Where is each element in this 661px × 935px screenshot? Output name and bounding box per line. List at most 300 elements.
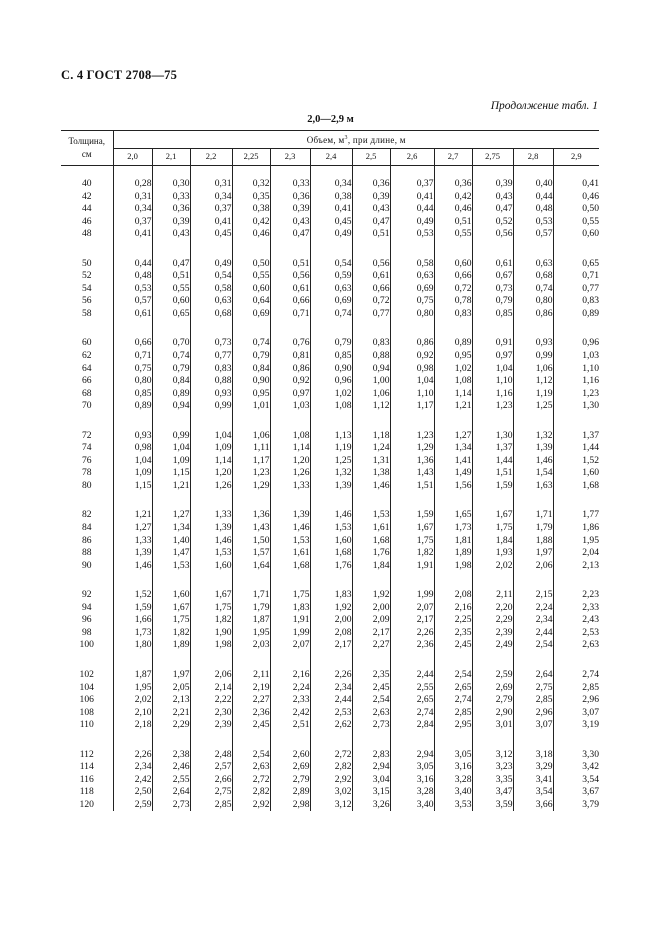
volume-cell: 0,33 (152, 191, 190, 204)
volume-cell: 1,53 (270, 535, 310, 548)
volume-cell: 2,98 (270, 799, 310, 812)
volume-cell: 1,99 (390, 589, 434, 602)
volume-cell: 1,12 (513, 375, 553, 388)
volume-cell: 0,61 (113, 308, 152, 321)
volume-cell: 2,82 (232, 786, 270, 799)
volume-cell: 1,17 (390, 400, 434, 413)
volume-cell: 1,76 (310, 560, 352, 573)
volume-cell: 0,36 (434, 166, 472, 191)
volume-cell: 3,40 (390, 799, 434, 812)
thickness-cell: 62 (61, 350, 113, 363)
spacer-cell (352, 320, 390, 337)
volume-cell: 0,44 (113, 258, 152, 271)
volume-cell: 1,18 (352, 430, 390, 443)
volume-cell: 0,36 (352, 166, 390, 191)
spacer-cell (310, 413, 352, 430)
volume-cell: 1,09 (190, 442, 232, 455)
volume-cell: 0,88 (352, 350, 390, 363)
volume-cell: 1,91 (390, 560, 434, 573)
volume-cell: 0,63 (513, 258, 553, 271)
volume-cell: 1,34 (152, 522, 190, 535)
volume-cell: 2,54 (352, 694, 390, 707)
volume-cell: 2,06 (513, 560, 553, 573)
spacer-cell (113, 572, 152, 589)
thickness-cell: 112 (61, 749, 113, 762)
volume-cell: 0,89 (152, 388, 190, 401)
volume-cell: 0,34 (310, 166, 352, 191)
volume-cell: 2,27 (352, 639, 390, 652)
volume-cell: 0,74 (232, 337, 270, 350)
volume-cell: 0,31 (190, 166, 232, 191)
volume-cell: 3,01 (472, 719, 513, 732)
spacer-cell (553, 492, 599, 509)
volume-cell: 0,73 (190, 337, 232, 350)
thickness-cell: 70 (61, 400, 113, 413)
volume-cell: 1,39 (310, 480, 352, 493)
volume-cell: 1,89 (152, 639, 190, 652)
spacer-cell (152, 572, 190, 589)
group-spacer (61, 732, 599, 749)
table-row (61, 191, 599, 204)
thickness-header-line2: см (81, 149, 92, 159)
volume-cell: 0,93 (113, 430, 152, 443)
volume-cell: 2,60 (270, 749, 310, 762)
volume-cell: 1,23 (232, 467, 270, 480)
volume-cell: 2,75 (190, 786, 232, 799)
volume-cell: 2,10 (113, 707, 152, 720)
volume-cell: 0,45 (310, 216, 352, 229)
length-header: 2,6 (390, 148, 434, 166)
thickness-cell: 78 (61, 467, 113, 480)
volume-cell: 0,34 (190, 191, 232, 204)
volume-cell: 3,05 (390, 761, 434, 774)
volume-cell: 0,50 (582, 203, 600, 215)
table-row (61, 799, 599, 812)
volume-cell: 0,39 (352, 191, 390, 204)
volume-cell: 0,74 (152, 350, 190, 363)
volume-cell: 0,51 (352, 228, 390, 241)
spacer-cell (152, 652, 190, 669)
volume-cell: 0,96 (582, 337, 600, 349)
spacer-cell (472, 492, 513, 509)
spacer-cell (553, 732, 599, 749)
table-row (61, 602, 599, 615)
volume-cell: 0,97 (472, 350, 513, 363)
volume-cell: 1,04 (390, 375, 434, 388)
volume-cell: 0,85 (472, 308, 513, 321)
volume-cell: 2,29 (152, 719, 190, 732)
spacer-cell (232, 652, 270, 669)
thickness-cell: 92 (61, 589, 113, 602)
volume-cell: 2,65 (390, 694, 434, 707)
volume-cell: 3,07 (582, 706, 600, 718)
volume-cell: 2,24 (513, 602, 553, 615)
volume-cell: 1,51 (472, 467, 513, 480)
volume-cell: 0,90 (310, 363, 352, 376)
spacer-cell (152, 732, 190, 749)
table-row (61, 442, 599, 455)
volume-cell: 0,35 (232, 191, 270, 204)
volume-cell: 1,08 (310, 400, 352, 413)
table-row (61, 350, 599, 363)
table-row (61, 308, 599, 321)
volume-cell: 1,33 (270, 480, 310, 493)
volume-cell: 0,83 (352, 337, 390, 350)
volume-cell: 1,19 (310, 442, 352, 455)
volume-cell: 2,59 (113, 799, 152, 812)
volume-cell: 0,52 (472, 216, 513, 229)
volume-cell: 2,16 (270, 669, 310, 682)
spacer-cell (472, 572, 513, 589)
volume-cell: 1,29 (390, 442, 434, 455)
thickness-cell: 72 (61, 430, 113, 443)
length-header: 2,3 (270, 148, 310, 166)
volume-cell: 0,60 (582, 228, 600, 240)
volume-cell: 0,54 (310, 258, 352, 271)
volume-cell: 3,54 (513, 786, 553, 799)
volume-cell: 2,53 (582, 626, 600, 638)
volume-cell: 1,06 (352, 388, 390, 401)
group-spacer (61, 572, 599, 589)
volume-cell: 2,38 (152, 749, 190, 762)
volume-cell: 3,18 (513, 749, 553, 762)
volume-cell: 3,40 (434, 786, 472, 799)
volume-cell: 1,95 (232, 627, 270, 640)
volume-cell: 0,40 (513, 166, 553, 191)
volume-cell: 1,86 (582, 522, 600, 534)
volume-cell: 1,30 (472, 430, 513, 443)
volume-cell: 1,61 (352, 522, 390, 535)
volume-cell: 3,59 (472, 799, 513, 812)
volume-cell: 2,59 (472, 669, 513, 682)
volume-cell: 0,66 (270, 295, 310, 308)
spacer-cell (513, 241, 553, 258)
volume-cell: 0,71 (270, 308, 310, 321)
spacer-cell (472, 241, 513, 258)
spacer-cell (232, 413, 270, 430)
volume-cell: 2,84 (390, 719, 434, 732)
volume-cell: 1,68 (582, 479, 600, 491)
volume-cell: 1,06 (232, 430, 270, 443)
spacer-cell (61, 320, 113, 337)
volume-cell: 2,45 (232, 719, 270, 732)
volume-cell: 0,64 (232, 295, 270, 308)
table-row (61, 614, 599, 627)
spacer-cell (513, 652, 553, 669)
volume-cell: 1,16 (582, 375, 600, 387)
group-spacer (61, 241, 599, 258)
volume-cell: 2,74 (582, 668, 600, 680)
volume-cell: 2,26 (390, 627, 434, 640)
thickness-header-line1: Толщина, (68, 136, 105, 146)
table-row (61, 375, 599, 388)
volume-cell: 1,23 (472, 400, 513, 413)
volume-cell: 1,54 (513, 467, 553, 480)
volume-cell: 0,50 (232, 258, 270, 271)
volume-cell: 0,45 (190, 228, 232, 241)
volume-cell: 2,20 (472, 602, 513, 615)
volume-cell: 2,19 (232, 682, 270, 695)
volume-cell: 0,79 (310, 337, 352, 350)
volume-cell: 0,74 (513, 283, 553, 296)
volume-cell: 0,39 (270, 203, 310, 216)
volume-cell: 1,13 (310, 430, 352, 443)
volume-cell: 0,59 (310, 270, 352, 283)
spacer-cell (434, 492, 472, 509)
volume-cell: 1,59 (113, 602, 152, 615)
volume-cell: 1,15 (113, 480, 152, 493)
volume-cell: 1,53 (190, 547, 232, 560)
volume-cell: 1,20 (270, 455, 310, 468)
volume-table (61, 130, 599, 811)
volume-cell: 0,42 (232, 216, 270, 229)
spacer-cell (553, 413, 599, 430)
volume-cell: 1,09 (152, 455, 190, 468)
spacer-cell (513, 413, 553, 430)
volume-cell: 0,69 (232, 308, 270, 321)
volume-cell: 2,03 (232, 639, 270, 652)
volume-cell: 0,58 (390, 258, 434, 271)
table-row (61, 786, 599, 799)
volume-cell: 0,74 (310, 308, 352, 321)
volume-cell: 0,79 (232, 350, 270, 363)
table-row (61, 455, 599, 468)
volume-cell: 1,43 (232, 522, 270, 535)
volume-cell: 2,92 (310, 774, 352, 787)
volume-cell: 1,14 (190, 455, 232, 468)
volume-cell: 1,40 (152, 535, 190, 548)
volume-cell: 2,96 (582, 694, 600, 706)
spacer-cell (310, 320, 352, 337)
volume-cell: 0,70 (152, 337, 190, 350)
volume-cell: 2,62 (310, 719, 352, 732)
volume-cell: 1,53 (152, 560, 190, 573)
volume-cell: 0,41 (190, 216, 232, 229)
volume-cell: 0,89 (434, 337, 472, 350)
spacer-cell (61, 652, 113, 669)
volume-cell: 0,95 (434, 350, 472, 363)
volume-cell: 1,92 (310, 602, 352, 615)
volume-cell: 1,20 (190, 467, 232, 480)
spacer-cell (113, 492, 152, 509)
volume-header-post: , при длине, м (347, 134, 406, 145)
volume-cell: 1,36 (390, 455, 434, 468)
volume-cell: 0,97 (270, 388, 310, 401)
volume-cell: 1,51 (390, 480, 434, 493)
volume-cell: 2,63 (582, 639, 600, 651)
volume-cell: 3,54 (582, 773, 600, 785)
spacer-cell (553, 320, 599, 337)
spacer-cell (190, 492, 232, 509)
volume-cell: 0,34 (113, 203, 152, 216)
volume-cell: 1,01 (232, 400, 270, 413)
volume-cell: 1,39 (113, 547, 152, 560)
volume-cell: 1,08 (270, 430, 310, 443)
volume-cell: 0,56 (270, 270, 310, 283)
volume-cell: 2,48 (190, 749, 232, 762)
volume-cell: 2,53 (310, 707, 352, 720)
volume-cell: 2,55 (390, 682, 434, 695)
volume-cell: 2,30 (190, 707, 232, 720)
volume-cell: 1,75 (152, 614, 190, 627)
volume-cell: 3,42 (582, 761, 600, 773)
volume-cell: 3,67 (582, 786, 600, 798)
volume-cell: 0,55 (232, 270, 270, 283)
volume-cell: 0,69 (310, 295, 352, 308)
volume-cell: 2,74 (434, 694, 472, 707)
volume-cell: 1,50 (232, 535, 270, 548)
volume-cell: 0,79 (472, 295, 513, 308)
volume-cell: 0,60 (232, 283, 270, 296)
spacer-cell (553, 572, 599, 589)
length-header: 2,5 (352, 148, 390, 166)
volume-cell: 1,83 (310, 589, 352, 602)
volume-cell: 1,87 (113, 669, 152, 682)
volume-cell: 2,39 (190, 719, 232, 732)
volume-cell: 2,02 (113, 694, 152, 707)
table-row (61, 749, 599, 762)
spacer-cell (152, 492, 190, 509)
volume-cell: 0,37 (390, 166, 434, 191)
volume-cell: 0,91 (472, 337, 513, 350)
volume-cell: 0,57 (113, 295, 152, 308)
table-row (61, 430, 599, 443)
length-header: 2,75 (472, 148, 513, 166)
spacer-cell (434, 241, 472, 258)
volume-cell: 1,27 (434, 430, 472, 443)
volume-cell: 1,68 (352, 535, 390, 548)
volume-cell: 1,04 (113, 455, 152, 468)
thickness-cell: 88 (61, 547, 113, 560)
volume-cell: 1,67 (472, 509, 513, 522)
spacer-cell (152, 241, 190, 258)
volume-cell: 0,56 (472, 228, 513, 241)
volume-cell: 3,26 (352, 799, 390, 812)
spacer-cell (61, 572, 113, 589)
volume-header (113, 131, 599, 149)
volume-cell: 3,66 (513, 799, 553, 812)
volume-cell: 0,33 (270, 166, 310, 191)
spacer-cell (472, 413, 513, 430)
spacer-cell (232, 492, 270, 509)
table-row (61, 535, 599, 548)
volume-cell: 0,43 (270, 216, 310, 229)
spacer-cell (513, 572, 553, 589)
spacer-cell (310, 241, 352, 258)
spacer-cell (61, 241, 113, 258)
thickness-cell: 56 (61, 295, 113, 308)
thickness-cell: 64 (61, 363, 113, 376)
volume-cell: 2,90 (472, 707, 513, 720)
volume-cell: 0,79 (152, 363, 190, 376)
spacer-cell (513, 492, 553, 509)
spacer-cell (390, 492, 434, 509)
volume-cell: 0,63 (310, 283, 352, 296)
volume-cell: 0,47 (472, 203, 513, 216)
spacer-cell (352, 652, 390, 669)
volume-cell: 2,44 (513, 627, 553, 640)
volume-cell: 1,59 (472, 480, 513, 493)
volume-cell: 0,98 (113, 442, 152, 455)
volume-cell: 0,53 (390, 228, 434, 241)
group-spacer (61, 320, 599, 337)
volume-cell: 2,26 (310, 669, 352, 682)
volume-cell: 0,57 (513, 228, 553, 241)
thickness-cell: 42 (61, 191, 113, 204)
volume-cell: 2,74 (390, 707, 434, 720)
spacer-cell (232, 572, 270, 589)
length-header-row (61, 148, 599, 166)
table-row (61, 166, 599, 191)
spacer-cell (513, 732, 553, 749)
table-row (61, 509, 599, 522)
volume-cell: 0,81 (270, 350, 310, 363)
volume-cell: 1,60 (152, 589, 190, 602)
spacer-cell (113, 732, 152, 749)
volume-cell: 0,60 (434, 258, 472, 271)
volume-cell: 0,65 (152, 308, 190, 321)
volume-cell: 0,47 (352, 216, 390, 229)
spacer-cell (113, 652, 152, 669)
volume-cell: 2,33 (582, 601, 600, 613)
volume-cell: 1,02 (310, 388, 352, 401)
volume-cell: 0,32 (232, 166, 270, 191)
volume-cell: 1,73 (113, 627, 152, 640)
thickness-cell: 54 (61, 283, 113, 296)
volume-cell: 1,82 (152, 627, 190, 640)
volume-cell: 1,16 (472, 388, 513, 401)
table-body (61, 166, 599, 812)
volume-cell: 0,51 (270, 258, 310, 271)
volume-cell: 2,21 (152, 707, 190, 720)
spacer-cell (434, 732, 472, 749)
volume-cell: 2,13 (582, 559, 600, 571)
table-row (61, 707, 599, 720)
volume-cell: 0,46 (582, 190, 600, 202)
volume-cell: 1,25 (310, 455, 352, 468)
spacer-cell (113, 241, 152, 258)
volume-cell: 3,79 (582, 798, 600, 810)
volume-cell: 1,98 (190, 639, 232, 652)
spacer-cell (270, 241, 310, 258)
volume-cell: 0,66 (434, 270, 472, 283)
volume-cell: 1,37 (472, 442, 513, 455)
volume-cell: 0,36 (270, 191, 310, 204)
volume-cell: 2,54 (513, 639, 553, 652)
thickness-cell: 108 (61, 707, 113, 720)
volume-cell: 0,36 (152, 203, 190, 216)
volume-header-sup: 3 (344, 134, 348, 141)
volume-cell: 2,23 (582, 589, 600, 601)
volume-cell: 1,89 (434, 547, 472, 560)
volume-cell: 1,14 (270, 442, 310, 455)
volume-cell: 2,00 (352, 602, 390, 615)
volume-cell: 0,37 (113, 216, 152, 229)
volume-cell: 2,00 (310, 614, 352, 627)
volume-cell: 1,37 (582, 429, 600, 441)
volume-cell: 1,64 (232, 560, 270, 573)
volume-cell: 3,29 (513, 761, 553, 774)
spacer-cell (232, 732, 270, 749)
volume-cell: 1,00 (352, 375, 390, 388)
volume-cell: 1,46 (113, 560, 152, 573)
volume-cell: 2,44 (390, 669, 434, 682)
volume-cell: 2,36 (390, 639, 434, 652)
spacer-cell (310, 492, 352, 509)
volume-cell: 2,17 (352, 627, 390, 640)
volume-cell: 2,05 (152, 682, 190, 695)
volume-cell: 3,12 (310, 799, 352, 812)
